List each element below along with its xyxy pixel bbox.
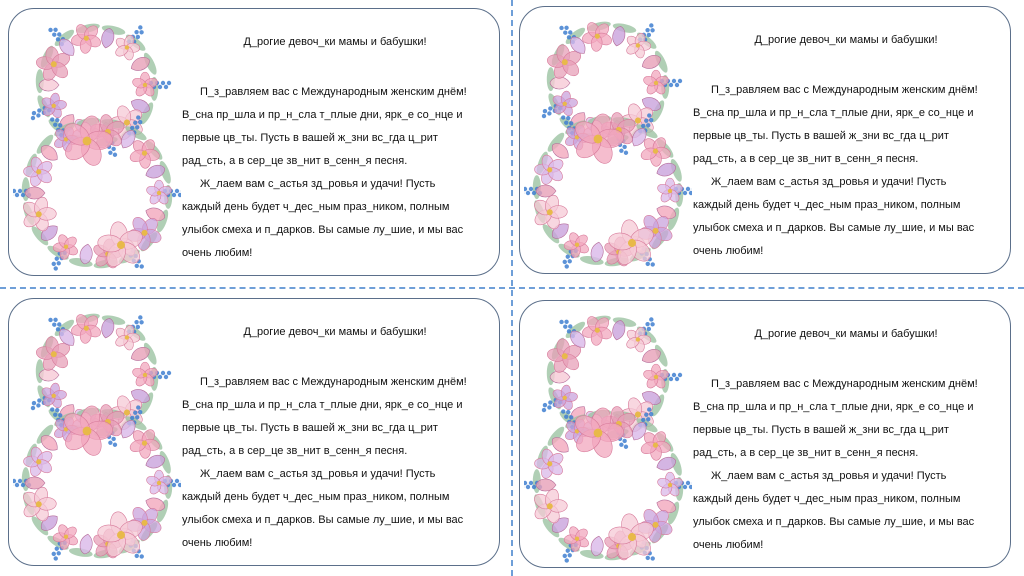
card-text <box>693 33 999 263</box>
greeting-line: Ж_лаем вам с_астья зд_ровья и удачи! Пусть <box>200 178 436 190</box>
greeting-line: П_з_равляем вас с Международным женским днём! <box>711 378 978 390</box>
greeting-line: очень любим! <box>693 245 764 257</box>
greeting-line: первые цв_ты. Пусть в вашей ж_зни вс_гда ц_рит <box>182 422 438 434</box>
greeting-line: первые цв_ты. Пусть в вашей ж_зни вс_гда ц_рит <box>693 424 949 436</box>
greeting-line: Ж_лаем вам с_астья зд_ровья и удачи! Пусть <box>711 176 947 188</box>
greeting-line: каждый день будет ч_дес_ным праз_ником, полным <box>693 493 961 505</box>
greeting-line: каждый день будет ч_дес_ным праз_ником, полным <box>182 491 450 503</box>
cut-line-vertical <box>511 0 513 576</box>
greeting-line: улыбок смеха и п_дарков. Вы самые лу_шие, и мы вас <box>182 224 464 236</box>
greeting-line: В_сна пр_шла и пр_н_сла т_плые дни, ярк_е со_нце и <box>182 109 463 121</box>
greeting-line: рад_сть, а в сер_це зв_нит в_сенн_я песня. <box>182 155 408 167</box>
greeting-line: первые цв_ты. Пусть в вашей ж_зни вс_гда ц_рит <box>182 132 438 144</box>
flower-eight-image <box>13 13 181 275</box>
greeting-line: П_з_равляем вас с Международным женским днём! <box>200 376 467 388</box>
card-text <box>693 327 999 557</box>
greeting-line: каждый день будет ч_дес_ным праз_ником, полным <box>693 199 961 211</box>
greeting-line: В_сна пр_шла и пр_н_сла т_плые дни, ярк_е со_нце и <box>693 107 974 119</box>
card-text <box>182 35 488 265</box>
greeting-line: П_з_равляем вас с Международным женским днём! <box>711 84 978 96</box>
greeting-line: В_сна пр_шла и пр_н_сла т_плые дни, ярк_е со_нце и <box>693 401 974 413</box>
greeting-line: очень любим! <box>693 539 764 551</box>
greeting-card <box>8 8 500 276</box>
greeting-line: В_сна пр_шла и пр_н_сла т_плые дни, ярк_е со_нце и <box>182 399 463 411</box>
greeting-card <box>8 298 500 566</box>
greeting-line: улыбок смеха и п_дарков. Вы самые лу_шие, и мы вас <box>182 514 464 526</box>
greeting-line: улыбок смеха и п_дарков. Вы самые лу_шие, и мы вас <box>693 516 975 528</box>
card-text <box>182 325 488 555</box>
greeting-line: каждый день будет ч_дес_ным праз_ником, полным <box>182 201 450 213</box>
greeting-line: П_з_равляем вас с Международным женским днём! <box>200 86 467 98</box>
greeting-line: рад_сть, а в сер_це зв_нит в_сенн_я песня. <box>693 153 919 165</box>
flower-eight-image <box>524 11 692 273</box>
greeting-line: Ж_лаем вам с_астья зд_ровья и удачи! Пусть <box>711 470 947 482</box>
greeting-line: очень любим! <box>182 247 253 259</box>
greeting-line: Ж_лаем вам с_астья зд_ровья и удачи! Пусть <box>200 468 436 480</box>
greeting-card <box>519 300 1011 568</box>
greeting-line: первые цв_ты. Пусть в вашей ж_зни вс_гда ц_рит <box>693 130 949 142</box>
greeting-line: рад_сть, а в сер_це зв_нит в_сенн_я песня. <box>182 445 408 457</box>
greeting-line: рад_сть, а в сер_це зв_нит в_сенн_я песня. <box>693 447 919 459</box>
flower-eight-image <box>524 305 692 567</box>
card-title: Д_рогие девоч_ки мамы и бабушки! <box>754 34 938 46</box>
card-title: Д_рогие девоч_ки мамы и бабушки! <box>754 328 938 340</box>
greeting-line: улыбок смеха и п_дарков. Вы самые лу_шие, и мы вас <box>693 222 975 234</box>
card-title: Д_рогие девоч_ки мамы и бабушки! <box>243 326 427 338</box>
card-title: Д_рогие девоч_ки мамы и бабушки! <box>243 36 427 48</box>
greeting-card <box>519 6 1011 274</box>
greeting-line: очень любим! <box>182 537 253 549</box>
flower-eight-image <box>13 303 181 565</box>
